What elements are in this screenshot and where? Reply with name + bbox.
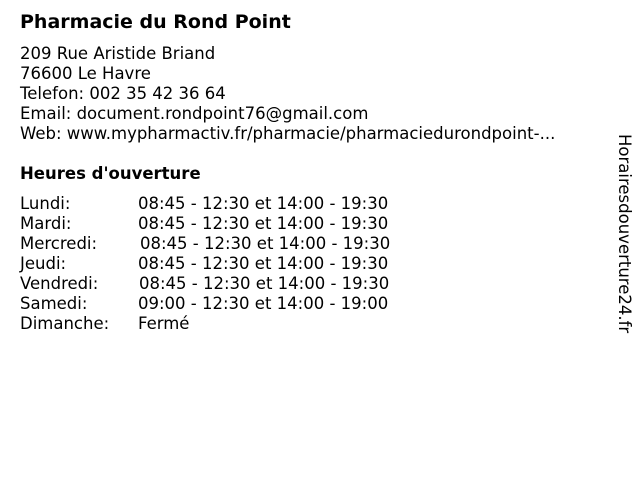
day-label: Mercredi: bbox=[20, 234, 98, 253]
day-label: Samedi: bbox=[20, 294, 88, 313]
hours-row-monday bbox=[20, 194, 440, 214]
address-city: 76600 Le Havre bbox=[20, 64, 151, 83]
address-street: 209 Rue Aristide Briand bbox=[20, 44, 216, 63]
day-hours: 09:00 - 12:30 et 14:00 - 19:00 bbox=[138, 294, 389, 313]
website-link[interactable]: Web: www.mypharmactiv.fr/pharmacie/pharmaciedurondpoint-... bbox=[20, 124, 556, 143]
pharmacy-name: Pharmacie du Rond Point bbox=[20, 11, 291, 33]
hours-row-sunday bbox=[20, 314, 440, 334]
day-hours: Fermé bbox=[138, 314, 190, 333]
site-watermark: Horairesdouverture24.fr bbox=[615, 134, 634, 334]
hours-row-tuesday bbox=[20, 214, 440, 234]
hours-row-wednesday bbox=[20, 234, 440, 254]
day-label: Lundi: bbox=[20, 194, 71, 213]
day-hours: 08:45 - 12:30 et 14:00 - 19:30 bbox=[140, 234, 391, 253]
hours-row-thursday bbox=[20, 254, 440, 274]
day-hours: 08:45 - 12:30 et 14:00 - 19:30 bbox=[138, 194, 389, 213]
phone-number: Telefon: 002 35 42 36 64 bbox=[20, 84, 226, 103]
day-label: Mardi: bbox=[20, 214, 72, 233]
day-hours: 08:45 - 12:30 et 14:00 - 19:30 bbox=[139, 274, 390, 293]
day-hours: 08:45 - 12:30 et 14:00 - 19:30 bbox=[138, 254, 389, 273]
day-label: Jeudi: bbox=[20, 254, 67, 273]
hours-row-friday bbox=[20, 274, 440, 294]
email-address[interactable]: Email: document.rondpoint76@gmail.com bbox=[20, 104, 369, 123]
day-label: Dimanche: bbox=[20, 314, 110, 333]
day-label: Vendredi: bbox=[20, 274, 99, 293]
hours-row-saturday bbox=[20, 294, 440, 314]
opening-hours-heading: Heures d'ouverture bbox=[20, 164, 201, 183]
day-hours: 08:45 - 12:30 et 14:00 - 19:30 bbox=[138, 214, 389, 233]
